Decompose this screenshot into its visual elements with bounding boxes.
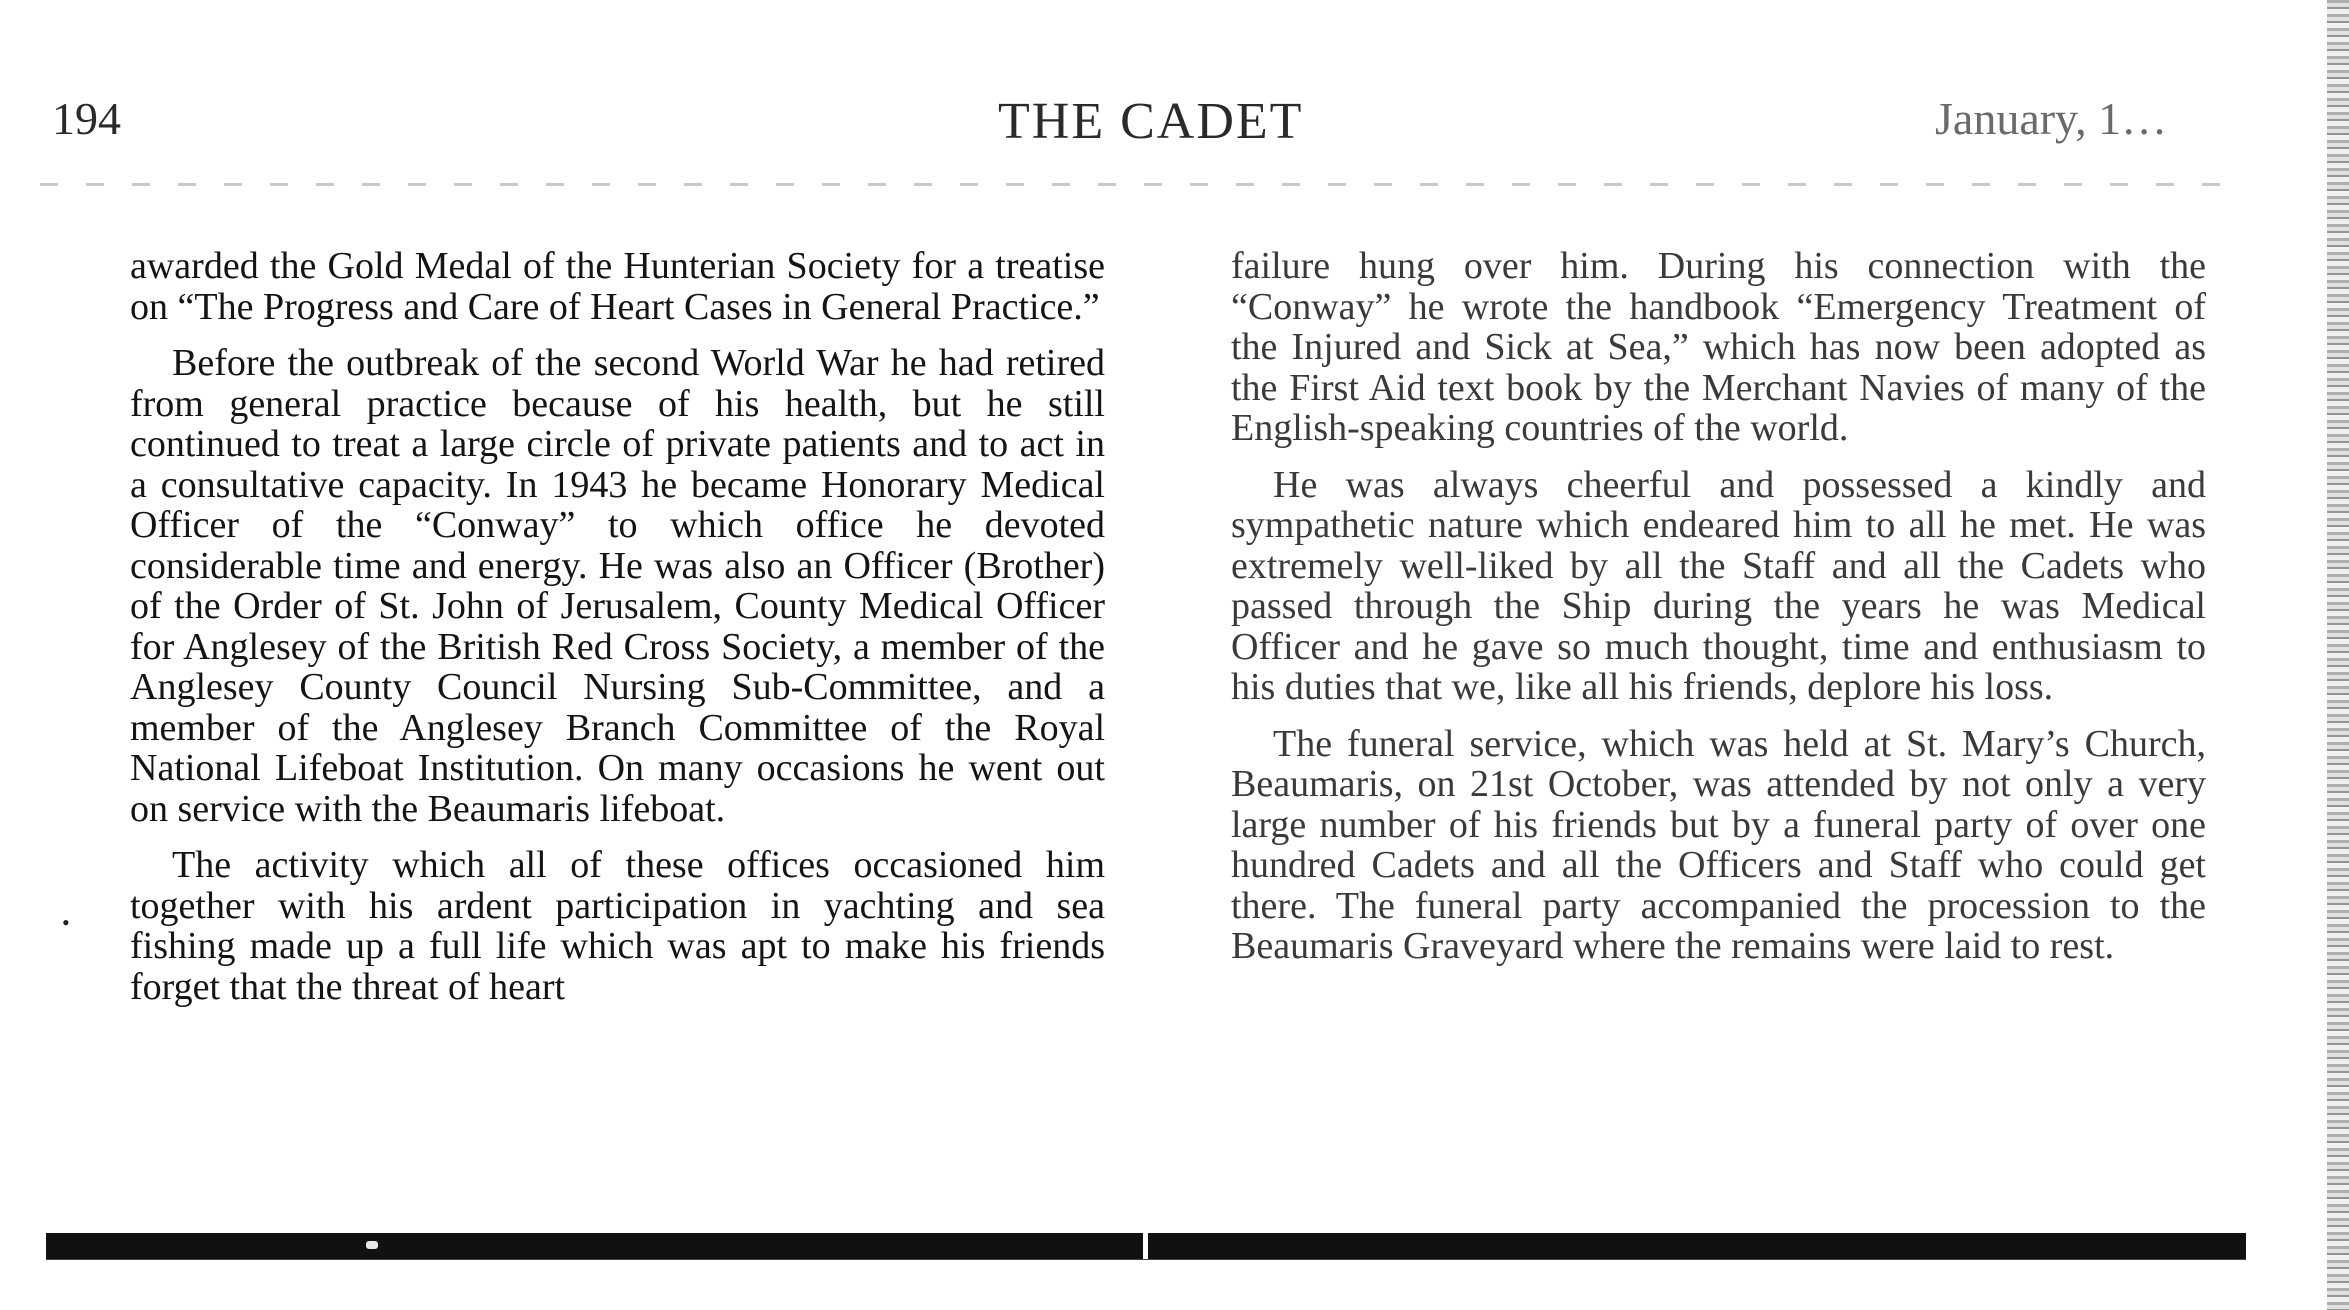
right-paragraph-3: The funeral service, which was held at St. Mary’s Church, Beaumaris, on 21st October, was attended by not only a very large number of his friends but by a funeral party of over one hundred Cadets and all the Officers and Staff who could get there. The funeral party accompanied the procession to the Beaumaris Graveyard where the remains were laid to rest. [1231, 722, 2206, 967]
issue-date: January, 1… [1935, 93, 2168, 144]
footer-bar [46, 1233, 2246, 1259]
page-title: THE CADET [998, 93, 1304, 150]
margin-dot: • [62, 910, 70, 935]
right-column [1231, 246, 2206, 983]
left-paragraph-1: awarded the Gold Medal of the Hunterian Society for a treatise on “The Progress and Care of Heart Cases in General Practice.” [130, 245, 1105, 328]
right-paragraph-1: failure hung over him. During his connection with the “Conway” he wrote the handbook “Emergency Treatment of the Injured and Sick at Sea,” which has now been adopted as the First Aid text book by the Merchant Navies of many of the English-speaking countries of the world. [1231, 245, 2206, 449]
left-paragraph-3: The activity which all of these offices occasioned him together with his ardent participation in yachting and sea fishing made up a full life which was apt to make his friends forget that the threat of heart [130, 844, 1105, 1008]
left-column [130, 246, 1105, 1023]
right-paragraph-2: He was always cheerful and possessed a kindly and sympathetic nature which endeared him to all he met. He was extremely well-liked by all the Staff and all the Cadets who passed through the Ship during the years he was Medical Officer and he gave so much thought, time and enthusiasm to his duties that we, like all his friends, deplore his loss. [1231, 463, 2206, 708]
footer-bar-gap [1143, 1233, 1148, 1259]
footer-bar-speck [366, 1241, 378, 1249]
header-rule [40, 183, 2240, 186]
left-paragraph-2: Before the outbreak of the second World War he had retired from general practice because of his health, but he still continued to treat a large circle of private patients and to act in a consultative capacity. In 1943 he became Honorary Medical Officer of the “Conway” to which office he devoted considerable time and energy. He was also an Officer (Brother) of the Order of St. John of Jerusalem, County Medical Officer for Anglesey of the British Red Cross Society, a member of the Anglesey County Council Nursing Sub-Committee, and a member of the Anglesey Branch Committee of the Royal National Lifeboat Institution. On many occasions he went out on service with the Beaumaris lifeboat. [130, 342, 1105, 830]
scanned-page-edge [2327, 0, 2349, 1310]
page-number: 194 [52, 93, 121, 144]
